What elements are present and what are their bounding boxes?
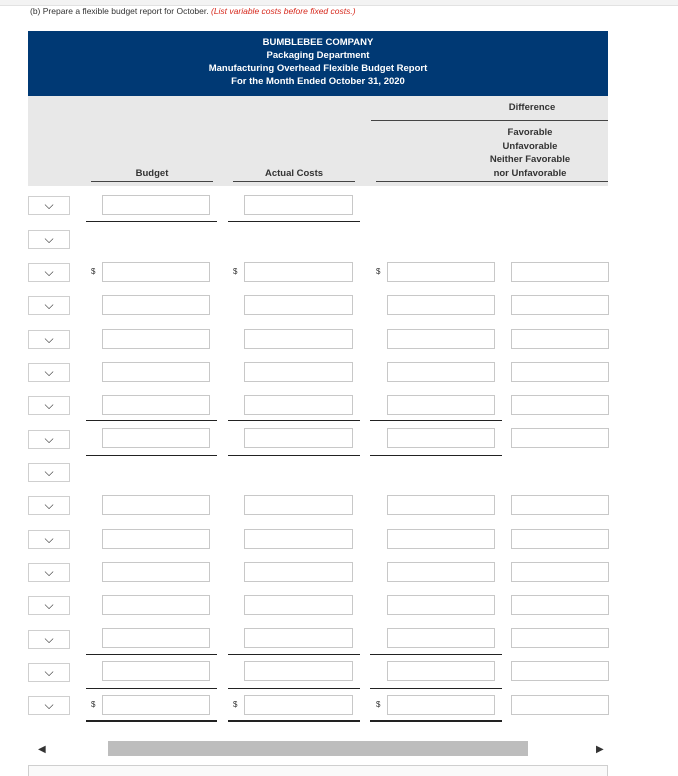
- row-7-budget-input[interactable]: [102, 428, 210, 448]
- row-2-dropdown[interactable]: [28, 263, 70, 282]
- currency-symbol: $: [376, 700, 381, 709]
- chevron-down-icon: ⌵: [44, 298, 54, 312]
- row-15-dropdown[interactable]: [28, 696, 70, 715]
- row-13-budget-input[interactable]: [102, 628, 210, 648]
- row-7-difference-input[interactable]: [387, 428, 495, 448]
- report-period: For the Month Ended October 31, 2020: [231, 76, 405, 87]
- chevron-down-icon: ⌵: [44, 498, 54, 512]
- row-12-fav-unfav-dropdown[interactable]: [511, 595, 609, 615]
- row-12-dropdown[interactable]: [28, 596, 70, 615]
- row-9-difference-input[interactable]: [387, 495, 495, 515]
- row-8-dropdown[interactable]: [28, 463, 70, 482]
- report-header: [28, 31, 608, 96]
- row-3-dropdown[interactable]: [28, 296, 70, 315]
- chevron-down-icon: ⌵: [44, 698, 54, 712]
- row-6-actual-input[interactable]: [244, 395, 353, 415]
- row-11-difference-input[interactable]: [387, 562, 495, 582]
- chevron-down-icon: ⌵: [44, 332, 54, 346]
- row-10-budget-input[interactable]: [102, 529, 210, 549]
- chevron-down-icon: ⌵: [44, 265, 54, 279]
- row-12-budget-input[interactable]: [102, 595, 210, 615]
- row-11-budget-input[interactable]: [102, 562, 210, 582]
- row-9-fav-unfav-dropdown[interactable]: [511, 495, 609, 515]
- row-3-fav-unfav-dropdown[interactable]: [511, 295, 609, 315]
- budget-header: Budget: [135, 168, 169, 179]
- rule: [228, 420, 360, 421]
- difference-rule: [371, 120, 608, 121]
- rule: [86, 720, 217, 722]
- row-5-dropdown[interactable]: [28, 363, 70, 382]
- row-4-fav-unfav-dropdown[interactable]: [511, 329, 609, 349]
- chevron-down-icon: ⌵: [44, 565, 54, 579]
- rule: [370, 654, 502, 655]
- row-4-actual-input[interactable]: [244, 329, 353, 349]
- row-4-difference-input[interactable]: [387, 329, 495, 349]
- chevron-down-icon: ⌵: [44, 432, 54, 446]
- company-name: BUMBLEBEE COMPANY: [262, 37, 374, 48]
- row-4-dropdown[interactable]: [28, 330, 70, 349]
- row-13-difference-input[interactable]: [387, 628, 495, 648]
- row-11-fav-unfav-dropdown[interactable]: [511, 562, 609, 582]
- row-6-dropdown[interactable]: [28, 396, 70, 415]
- row-0-dropdown[interactable]: [28, 196, 70, 215]
- rule: [228, 221, 360, 222]
- rule: [370, 688, 502, 689]
- chevron-down-icon: ⌵: [44, 365, 54, 379]
- row-12-actual-input[interactable]: [244, 595, 353, 615]
- row-3-difference-input[interactable]: [387, 295, 495, 315]
- diff-option-unfavorable: Unfavorable: [502, 141, 558, 152]
- row-5-actual-input[interactable]: [244, 362, 353, 382]
- row-2-budget-input[interactable]: [102, 262, 210, 282]
- next-section-box: [28, 765, 608, 776]
- row-6-budget-input[interactable]: [102, 395, 210, 415]
- row-10-actual-input[interactable]: [244, 529, 353, 549]
- row-11-actual-input[interactable]: [244, 562, 353, 582]
- row-3-actual-input[interactable]: [244, 295, 353, 315]
- chevron-down-icon: ⌵: [44, 532, 54, 546]
- rule: [370, 720, 502, 722]
- row-2-actual-input[interactable]: [244, 262, 353, 282]
- rule: [228, 654, 360, 655]
- row-9-budget-input[interactable]: [102, 495, 210, 515]
- rule: [228, 688, 360, 689]
- report-title: Manufacturing Overhead Flexible Budget Report: [208, 63, 428, 74]
- column-headers: [28, 96, 608, 186]
- rule: [86, 420, 217, 421]
- chevron-down-icon: ⌵: [44, 632, 54, 646]
- row-15-actual-input[interactable]: [244, 695, 353, 715]
- row-7-actual-input[interactable]: [244, 428, 353, 448]
- row-14-fav-unfav-dropdown[interactable]: [511, 661, 609, 681]
- difference-header-rule: [376, 181, 608, 182]
- chevron-down-icon: ⌵: [44, 232, 54, 246]
- row-15-fav-unfav-dropdown[interactable]: [511, 695, 609, 715]
- department-name: Packaging Department: [266, 50, 370, 61]
- chevron-down-icon: ⌵: [44, 398, 54, 412]
- difference-header: Difference: [508, 102, 556, 113]
- row-5-budget-input[interactable]: [102, 362, 210, 382]
- row-9-actual-input[interactable]: [244, 495, 353, 515]
- row-0-budget-input[interactable]: [102, 195, 210, 215]
- row-10-difference-input[interactable]: [387, 529, 495, 549]
- currency-symbol: $: [376, 267, 381, 276]
- rule: [86, 221, 217, 222]
- chevron-down-icon: ⌵: [44, 665, 54, 679]
- row-14-actual-input[interactable]: [244, 661, 353, 681]
- diff-option-nor: nor Unfavorable: [493, 168, 567, 179]
- row-4-budget-input[interactable]: [102, 329, 210, 349]
- budget-header-rule: [91, 181, 213, 182]
- row-2-fav-unfav-dropdown[interactable]: [511, 262, 609, 282]
- instruction-text: (b) Prepare a flexible budget report for October. (List variable costs before fixed costs.): [30, 6, 356, 16]
- rule: [86, 654, 217, 655]
- horizontal-scrollbar-thumb[interactable]: [108, 741, 528, 756]
- scroll-right-arrow-icon[interactable]: ▶: [596, 744, 604, 755]
- row-7-dropdown[interactable]: [28, 430, 70, 449]
- row-15-budget-input[interactable]: [102, 695, 210, 715]
- row-5-difference-input[interactable]: [387, 362, 495, 382]
- row-1-dropdown[interactable]: [28, 230, 70, 249]
- rule: [370, 455, 502, 456]
- row-0-actual-input[interactable]: [244, 195, 353, 215]
- chevron-down-icon: ⌵: [44, 598, 54, 612]
- diff-option-neither: Neither Favorable: [489, 154, 571, 165]
- rule: [86, 688, 217, 689]
- row-9-dropdown[interactable]: [28, 496, 70, 515]
- scroll-left-arrow-icon[interactable]: ◀: [38, 744, 46, 755]
- currency-symbol: $: [233, 267, 238, 276]
- row-14-difference-input[interactable]: [387, 661, 495, 681]
- row-12-difference-input[interactable]: [387, 595, 495, 615]
- rule: [228, 455, 360, 456]
- rule: [370, 420, 502, 421]
- actual-costs-header: Actual Costs: [264, 168, 324, 179]
- row-13-fav-unfav-dropdown[interactable]: [511, 628, 609, 648]
- row-2-difference-input[interactable]: [387, 262, 495, 282]
- row-13-dropdown[interactable]: [28, 630, 70, 649]
- row-6-difference-input[interactable]: [387, 395, 495, 415]
- row-15-difference-input[interactable]: [387, 695, 495, 715]
- row-6-fav-unfav-dropdown[interactable]: [511, 395, 609, 415]
- diff-option-favorable: Favorable: [507, 127, 553, 138]
- row-5-fav-unfav-dropdown[interactable]: [511, 362, 609, 382]
- chevron-down-icon: ⌵: [44, 465, 54, 479]
- row-10-fav-unfav-dropdown[interactable]: [511, 529, 609, 549]
- row-14-budget-input[interactable]: [102, 661, 210, 681]
- currency-symbol: $: [91, 700, 96, 709]
- row-14-dropdown[interactable]: [28, 663, 70, 682]
- rule: [86, 455, 217, 456]
- rule: [228, 720, 360, 722]
- currency-symbol: $: [91, 267, 96, 276]
- row-7-fav-unfav-dropdown[interactable]: [511, 428, 609, 448]
- chevron-down-icon: ⌵: [44, 198, 54, 212]
- row-13-actual-input[interactable]: [244, 628, 353, 648]
- row-10-dropdown[interactable]: [28, 530, 70, 549]
- row-11-dropdown[interactable]: [28, 563, 70, 582]
- row-3-budget-input[interactable]: [102, 295, 210, 315]
- actual-header-rule: [233, 181, 355, 182]
- currency-symbol: $: [233, 700, 238, 709]
